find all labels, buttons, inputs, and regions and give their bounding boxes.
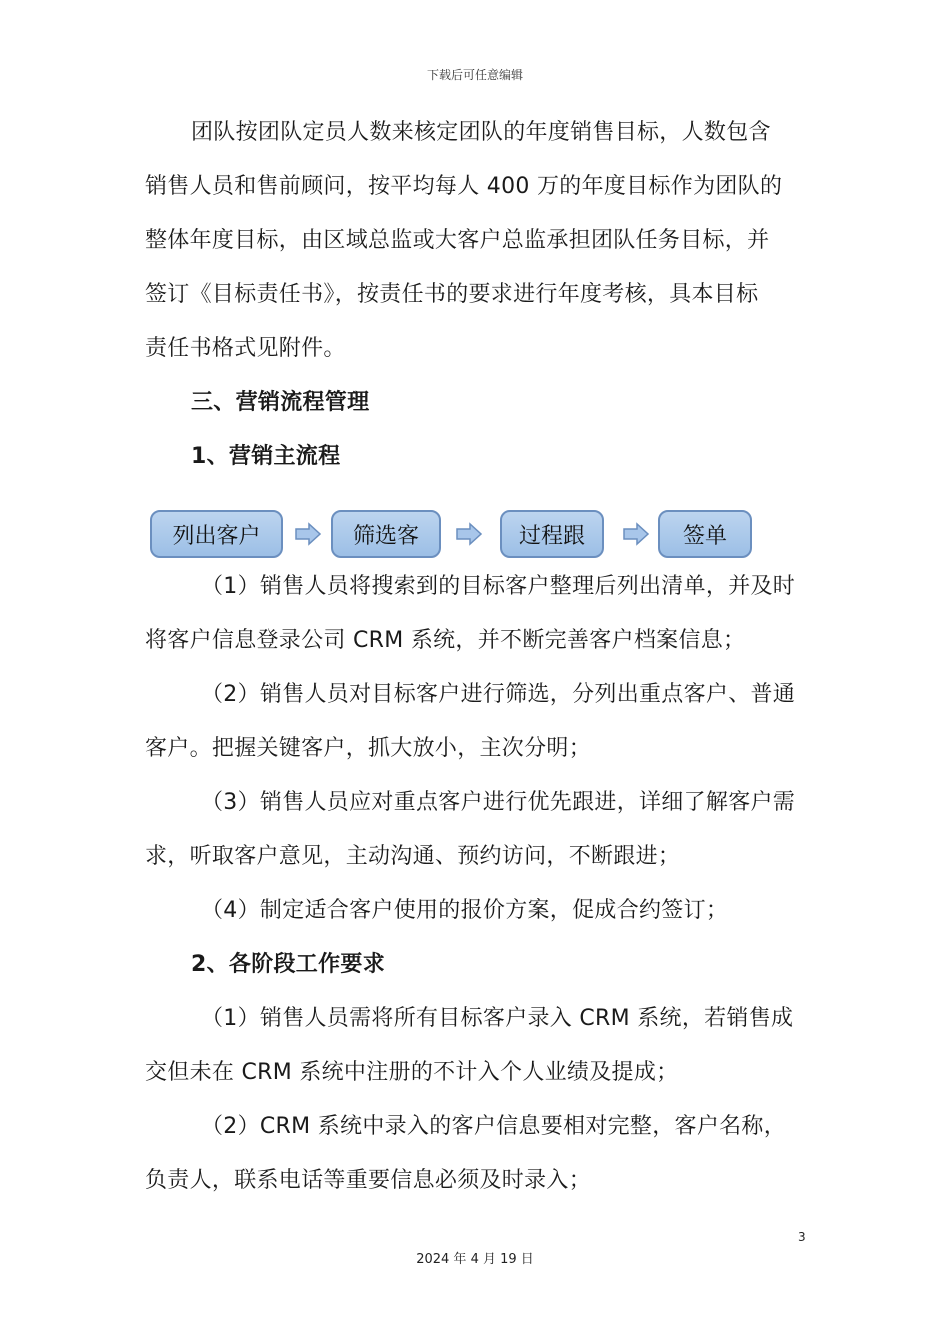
flow-step-list-customers: 列出客户 [150,510,283,558]
flow-step-sign-contract: 签单 [658,510,752,558]
right-arrow-icon [623,522,649,546]
subsection-title: 1、营销主流程 [191,444,341,469]
list-item-line: （4）制定适合客户使用的报价方案，促成合约签订； [201,898,729,923]
list-item-line: 交但未在 CRM 系统中注册的不计入个人业绩及提成； [145,1060,679,1085]
right-arrow-icon [456,522,482,546]
list-item-line: 将客户信息登录公司 CRM 系统，并不断完善客户档案信息； [145,628,746,653]
section-title: 三、营销流程管理 [191,390,370,415]
page-number: 3 [798,1230,806,1244]
flow-step-follow-up: 过程跟 [500,510,604,558]
subsection-title: 2、各阶段工作要求 [191,952,386,977]
list-item-line: （3）销售人员应对重点客户进行优先跟进，详细了解客户需 [201,790,796,815]
page-header: 下载后可任意编辑 [426,68,523,82]
sales-flow-diagram [150,508,760,564]
footer-date: 2024 年 4 月 19 日 [416,1252,534,1267]
paragraph-line: 签订《目标责任书》，按责任书的要求进行年度考核，具本目标 [145,282,759,307]
list-item-line: 求，听取客户意见，主动沟通、预约访问，不断跟进； [145,844,681,869]
paragraph-line: 团队按团队定员人数来核定团队的年度销售目标，人数包含 [191,120,771,145]
list-item-line: 负责人，联系电话等重要信息必须及时录入； [145,1168,592,1193]
paragraph-line: 销售人员和售前顾问，按平均每人 400 万的年度目标作为团队的 [145,174,783,199]
list-item-line: （2）销售人员对目标客户进行筛选，分列出重点客户、普通 [201,682,796,707]
right-arrow-icon [295,522,321,546]
paragraph-line: 整体年度目标，由区域总监或大客户总监承担团队任务目标，并 [145,228,770,253]
flow-step-filter-customers: 筛选客 [331,510,441,558]
list-item-line: 客户。把握关键客户，抓大放小，主次分明； [145,736,592,761]
list-item-line: （1）销售人员需将所有目标客户录入 CRM 系统，若销售成 [201,1006,794,1031]
list-item-line: （1）销售人员将搜索到的目标客户整理后列出清单，并及时 [201,574,796,599]
list-item-line: （2）CRM 系统中录入的客户信息要相对完整，客户名称， [201,1114,787,1139]
paragraph-line: 责任书格式见附件。 [145,336,346,361]
